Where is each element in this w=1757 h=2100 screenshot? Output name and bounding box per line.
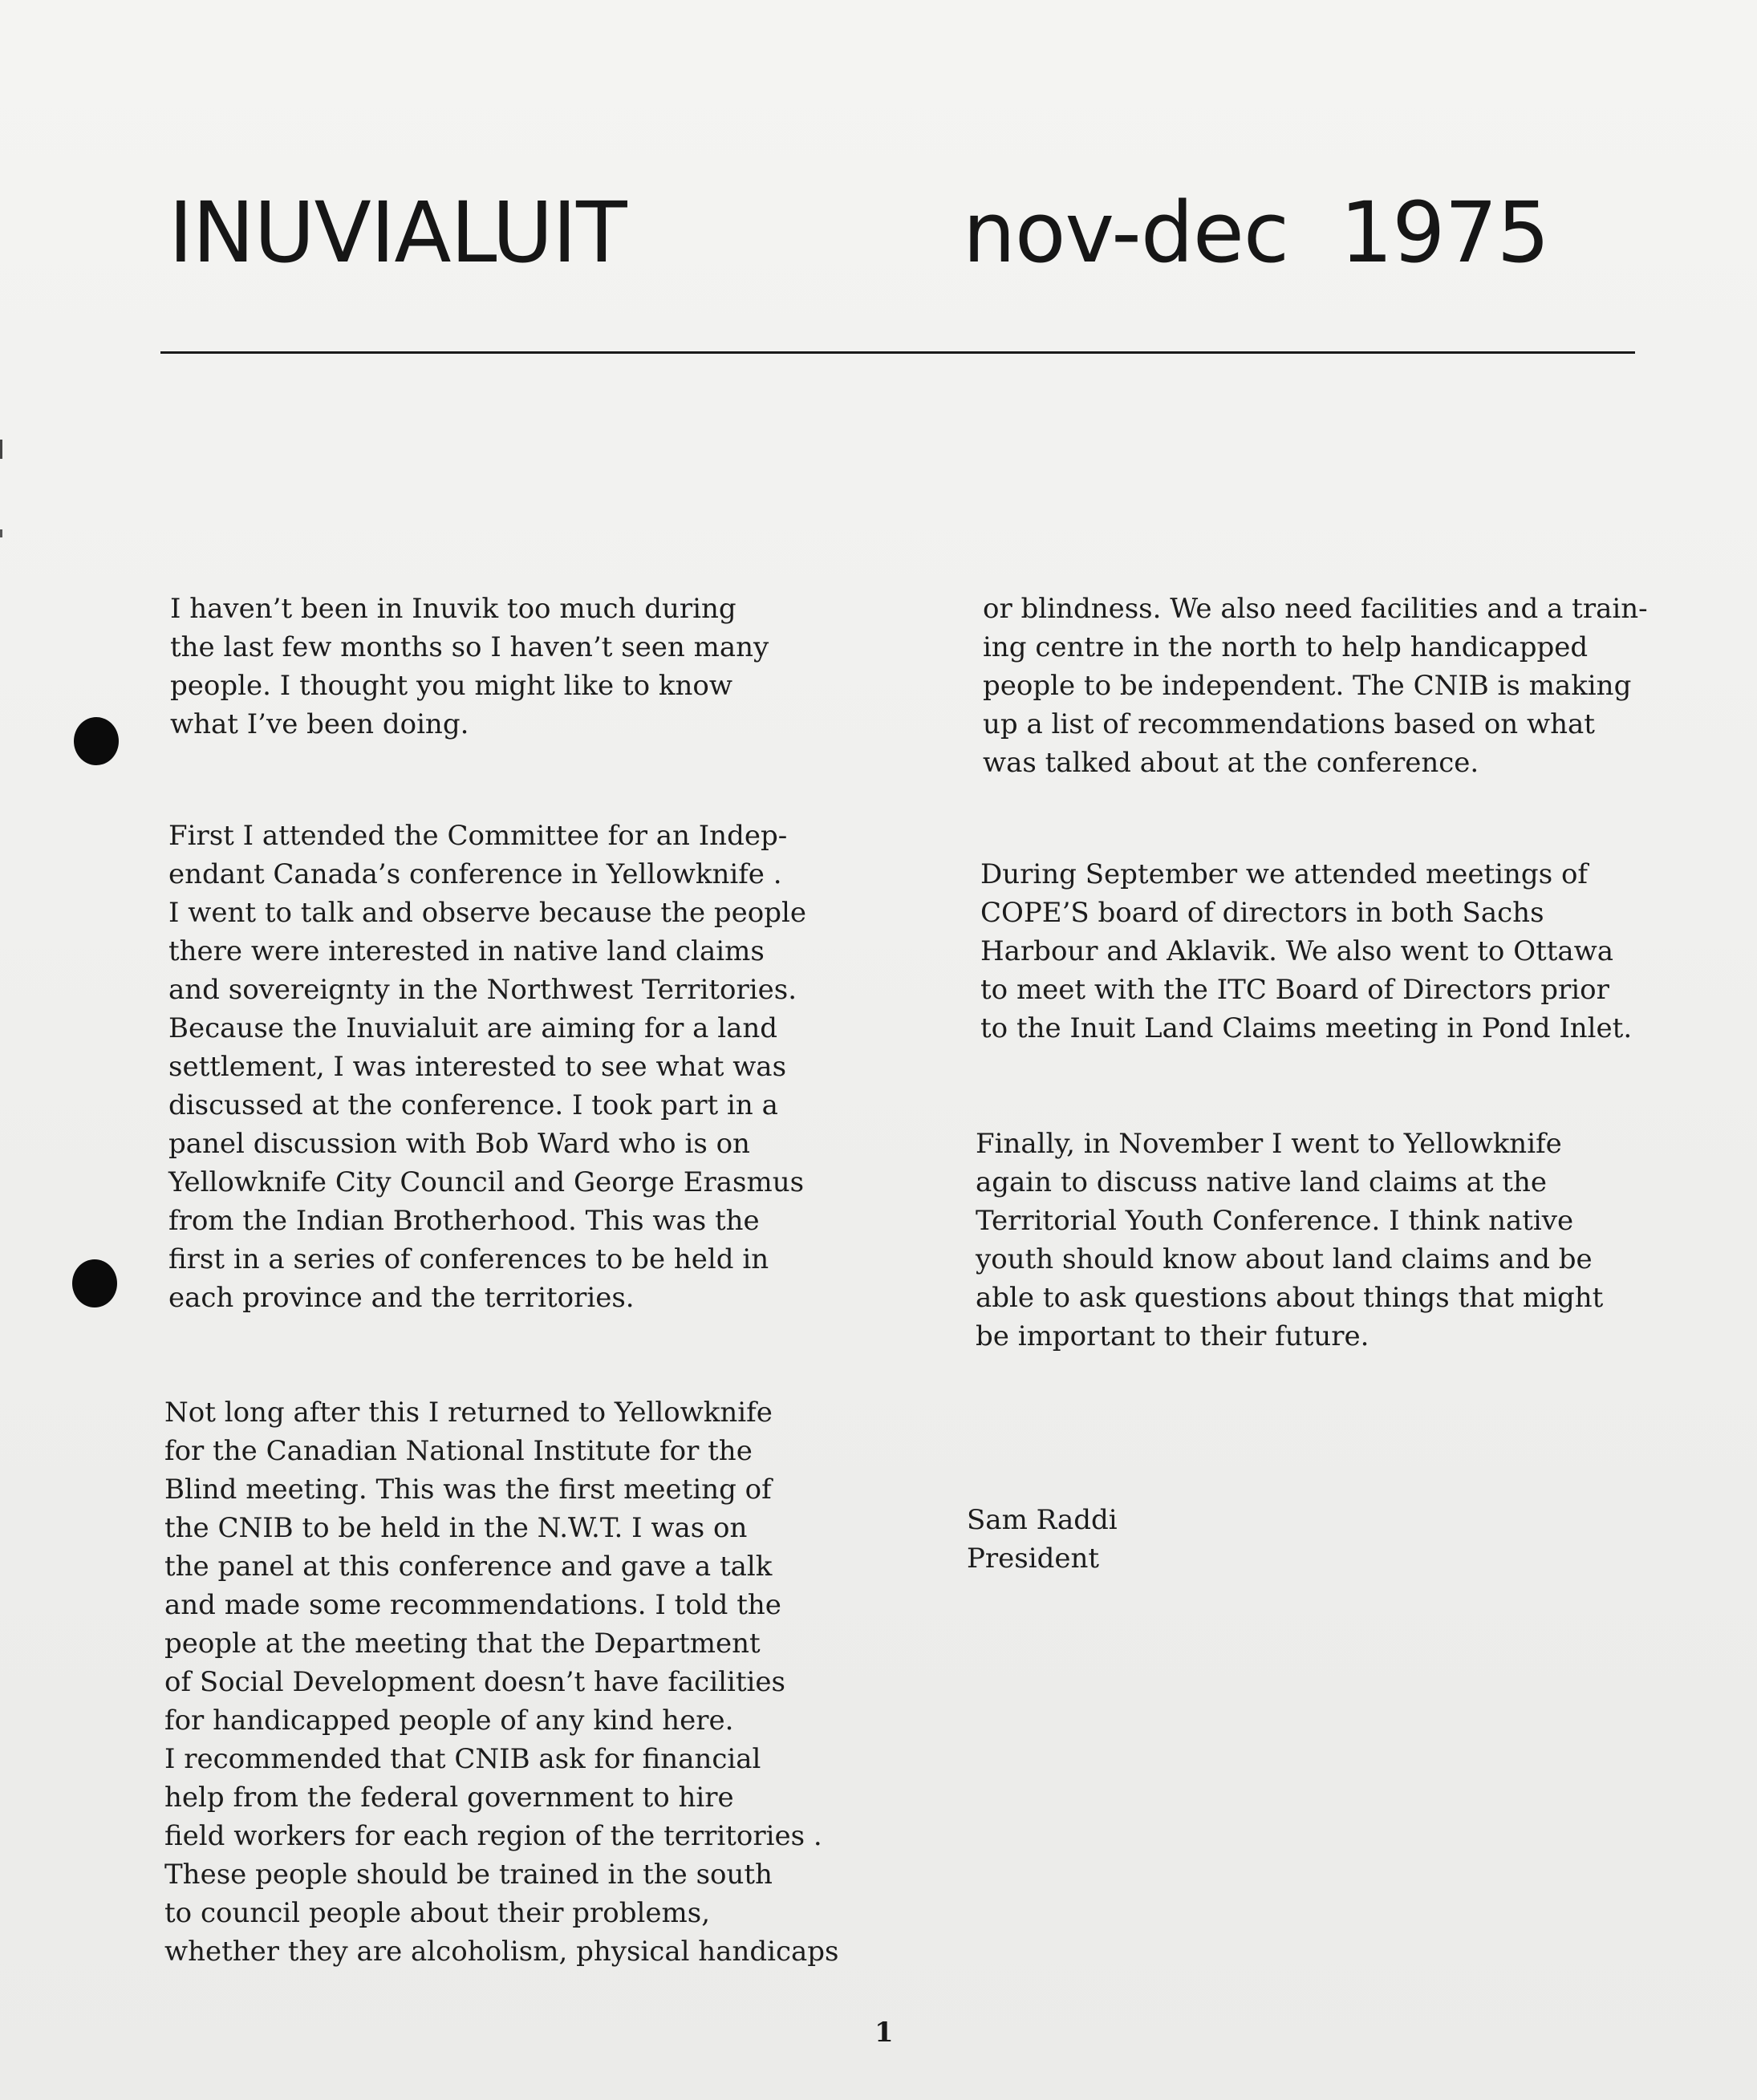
text-line: or blindness. We also need facilities and a train- [983, 593, 1648, 625]
issue-date: nov-dec 1975 [963, 184, 1549, 282]
text-line: of Social Development doesn’t have facilities [164, 1666, 785, 1698]
text-line: be important to their future. [976, 1320, 1369, 1352]
text-line: the panel at this conference and gave a talk [164, 1551, 773, 1583]
signature-name: Sam Raddi [967, 1504, 1118, 1536]
text-line: up a list of recommendations based on what [983, 708, 1595, 740]
text-line: there were interested in native land claims [168, 935, 765, 967]
text-line: the CNIB to be held in the N.W.T. I was on [164, 1512, 748, 1544]
text-line: Harbour and Aklavik. We also went to Ottawa [980, 935, 1614, 967]
paragraph-intro [170, 590, 769, 744]
text-line: COPE’S board of directors in both Sachs [980, 897, 1544, 929]
text-line: people to be independent. The CNIB is making [983, 670, 1632, 702]
text-line: was talked about at the conference. [983, 747, 1479, 779]
text-line: able to ask questions about things that might [976, 1282, 1604, 1314]
text-line: Blind meeting. This was the first meeting of [164, 1474, 772, 1506]
text-line: Not long after this I returned to Yellowknife [164, 1397, 773, 1429]
text-line: to meet with the ITC Board of Directors prior [980, 974, 1609, 1006]
text-line: Finally, in November I went to Yellowknife [976, 1128, 1562, 1160]
text-line: Yellowknife City Council and George Erasmus [168, 1166, 805, 1198]
paragraph-cnib-continued [983, 590, 1648, 782]
text-line: first in a series of conferences to be held in [168, 1243, 769, 1275]
text-line: again to discuss native land claims at the [976, 1166, 1547, 1198]
text-line: the last few months so I haven’t seen many [170, 631, 769, 663]
text-line: what I’ve been doing. [170, 708, 469, 740]
text-line: Territorial Youth Conference. I think native [976, 1205, 1574, 1237]
text-line: to the Inuit Land Claims meeting in Pond Inlet. [980, 1012, 1633, 1044]
text-line: First I attended the Committee for an Indep- [168, 820, 788, 852]
text-line: from the Indian Brotherhood. This was the [168, 1205, 760, 1237]
signature-block [967, 1501, 1118, 1578]
binder-punch-hole [72, 1259, 117, 1307]
text-line: settlement, I was interested to see what was [168, 1051, 787, 1083]
text-line: for the Canadian National Institute for the [164, 1435, 753, 1467]
text-line: I recommended that CNIB ask for financial [164, 1743, 761, 1775]
text-line: I haven’t been in Inuvik too much during [170, 593, 736, 625]
text-line: field workers for each region of the territories . [164, 1820, 822, 1852]
text-line: youth should know about land claims and be [976, 1243, 1593, 1275]
text-line: people. I thought you might like to know [170, 670, 732, 702]
text-line: endant Canada’s conference in Yellowknife . [168, 858, 782, 890]
masthead-rule [160, 351, 1635, 354]
paragraph-cnib-meeting [164, 1393, 839, 1971]
page-number: 1 [874, 2017, 894, 2049]
text-line: each province and the territories. [168, 1282, 635, 1314]
text-line: Because the Inuvialuit are aiming for a land [168, 1012, 778, 1044]
newsletter-title: INUVIALUIT [168, 184, 627, 282]
paragraph-cope-board-meetings [980, 855, 1632, 1048]
page-edge-mark [0, 529, 2, 537]
binder-punch-hole [74, 717, 119, 765]
text-line: I went to talk and observe because the people [168, 897, 806, 929]
text-line: help from the federal government to hire [164, 1782, 734, 1814]
text-line: These people should be trained in the south [164, 1859, 773, 1891]
signature-title: President [967, 1543, 1100, 1575]
text-line: and made some recommendations. I told the [164, 1589, 781, 1621]
text-line: panel discussion with Bob Ward who is on [168, 1128, 750, 1160]
text-line: whether they are alcoholism, physical handicaps [164, 1936, 839, 1968]
text-line: people at the meeting that the Department [164, 1628, 761, 1660]
paragraph-youth-conference [976, 1125, 1603, 1356]
text-line: to council people about their problems, [164, 1897, 710, 1929]
text-line: discussed at the conference. I took part in a [168, 1089, 778, 1121]
text-line: for handicapped people of any kind here. [164, 1705, 734, 1737]
text-line: and sovereignty in the Northwest Territories. [168, 974, 797, 1006]
text-line: ing centre in the north to help handicapped [983, 631, 1589, 663]
page-edge-mark [0, 440, 2, 459]
paragraph-independent-canada-conference [168, 817, 806, 1317]
text-line: During September we attended meetings of [980, 858, 1588, 890]
